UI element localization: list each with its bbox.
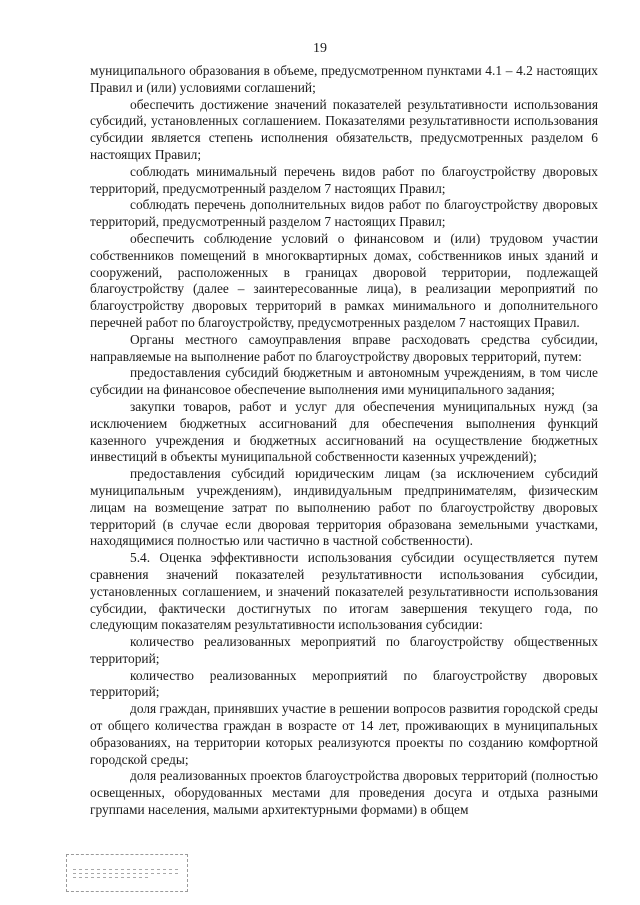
paragraph: доля реализованных проектов благоустройства дворовых территорий (полностью освещенных, оборудованных местами для проведения досуга и отдыха разными группами населения, малыми архитектурными формами) в общем — [90, 768, 598, 818]
paragraph: обеспечить достижение значений показателей результативности использования субсидий, установленных соглашением. Показателями результативности использования субсидии является степень исполнения обязательств, предусмотренных разделом 6 настоящих Правил; — [90, 96, 598, 162]
faded-stamp — [66, 854, 188, 892]
paragraph: соблюдать перечень дополнительных видов работ по благоустройству дворовых территорий, предусмотренный разделом 7 настоящих Правил; — [90, 197, 598, 230]
paragraph: предоставления субсидий юридическим лицам (за исключением субсидий муниципальным учреждениям), индивидуальным предпринимателям, физическим лицам на возмещение затрат по выполнению работ по благоустройству дворовых территорий (в случае если дворовая территория образована земельными участками, находящимися полностью или частично в частной собственности). — [90, 466, 598, 549]
paragraph: количество реализованных мероприятий по благоустройству общественных территорий; — [90, 634, 598, 666]
paragraph: закупки товаров, работ и услуг для обеспечения муниципальных нужд (за исключением бюджетных ассигнований для обеспечения выполнения функций казенного учреждения и бюджетных ассигнований на осуществление бюджетных инвестиций в объекты муниципальной собственности казенных учреждений); — [90, 398, 598, 465]
paragraph: предоставления субсидий бюджетным и автономным учреждениям, в том числе субсидии на финансовое обеспечение выполнения ими муниципального задания; — [90, 365, 598, 398]
paragraph: обеспечить соблюдение условий о финансовом и (или) трудовом участии собственников помещений в многоквартирных домах, собственников иных зданий и сооружений, расположенных в границах дворовой территории, подлежащей благоустройству (далее – заинтересованные лица), в реализации мероприятий по благоустройству дворовых территорий в рамках минимального и дополнительного перечней работ по благоустройству, предусмотренных разделом 7 настоящих Правил. — [90, 230, 598, 330]
document-body — [90, 63, 598, 819]
paragraph: муниципального образования в объеме, предусмотренном пунктами 4.1 – 4.2 настоящих Правил и (или) условиями соглашений; — [90, 63, 598, 95]
paragraph: Органы местного самоуправления вправе расходовать средства субсидии, направляемые на выполнение работ по благоустройству дворовых территорий, путем: — [90, 331, 598, 364]
page-number: 19 — [313, 41, 327, 56]
paragraph: доля граждан, принявших участие в решении вопросов развития городской среды от общего количества граждан в возрасте от 14 лет, проживающих в муниципальных образованиях, на территории которых реализуются проекты по созданию комфортной городской среды; — [90, 701, 598, 767]
paragraph: 5.4. Оценка эффективности использования субсидии осуществляется путем сравнения значений показателей результативности использования субсидии, установленных соглашением, и значений показателей результативности использования субсидии, фактически достигнутых по итогам завершения текущего года, по следующим показателям результативности использования субсидии: — [90, 550, 598, 633]
paragraph: количество реализованных мероприятий по благоустройству дворовых территорий; — [90, 667, 598, 700]
paragraph: соблюдать минимальный перечень видов работ по благоустройству дворовых территорий, предусмотренный разделом 7 настоящих Правил; — [90, 163, 598, 196]
